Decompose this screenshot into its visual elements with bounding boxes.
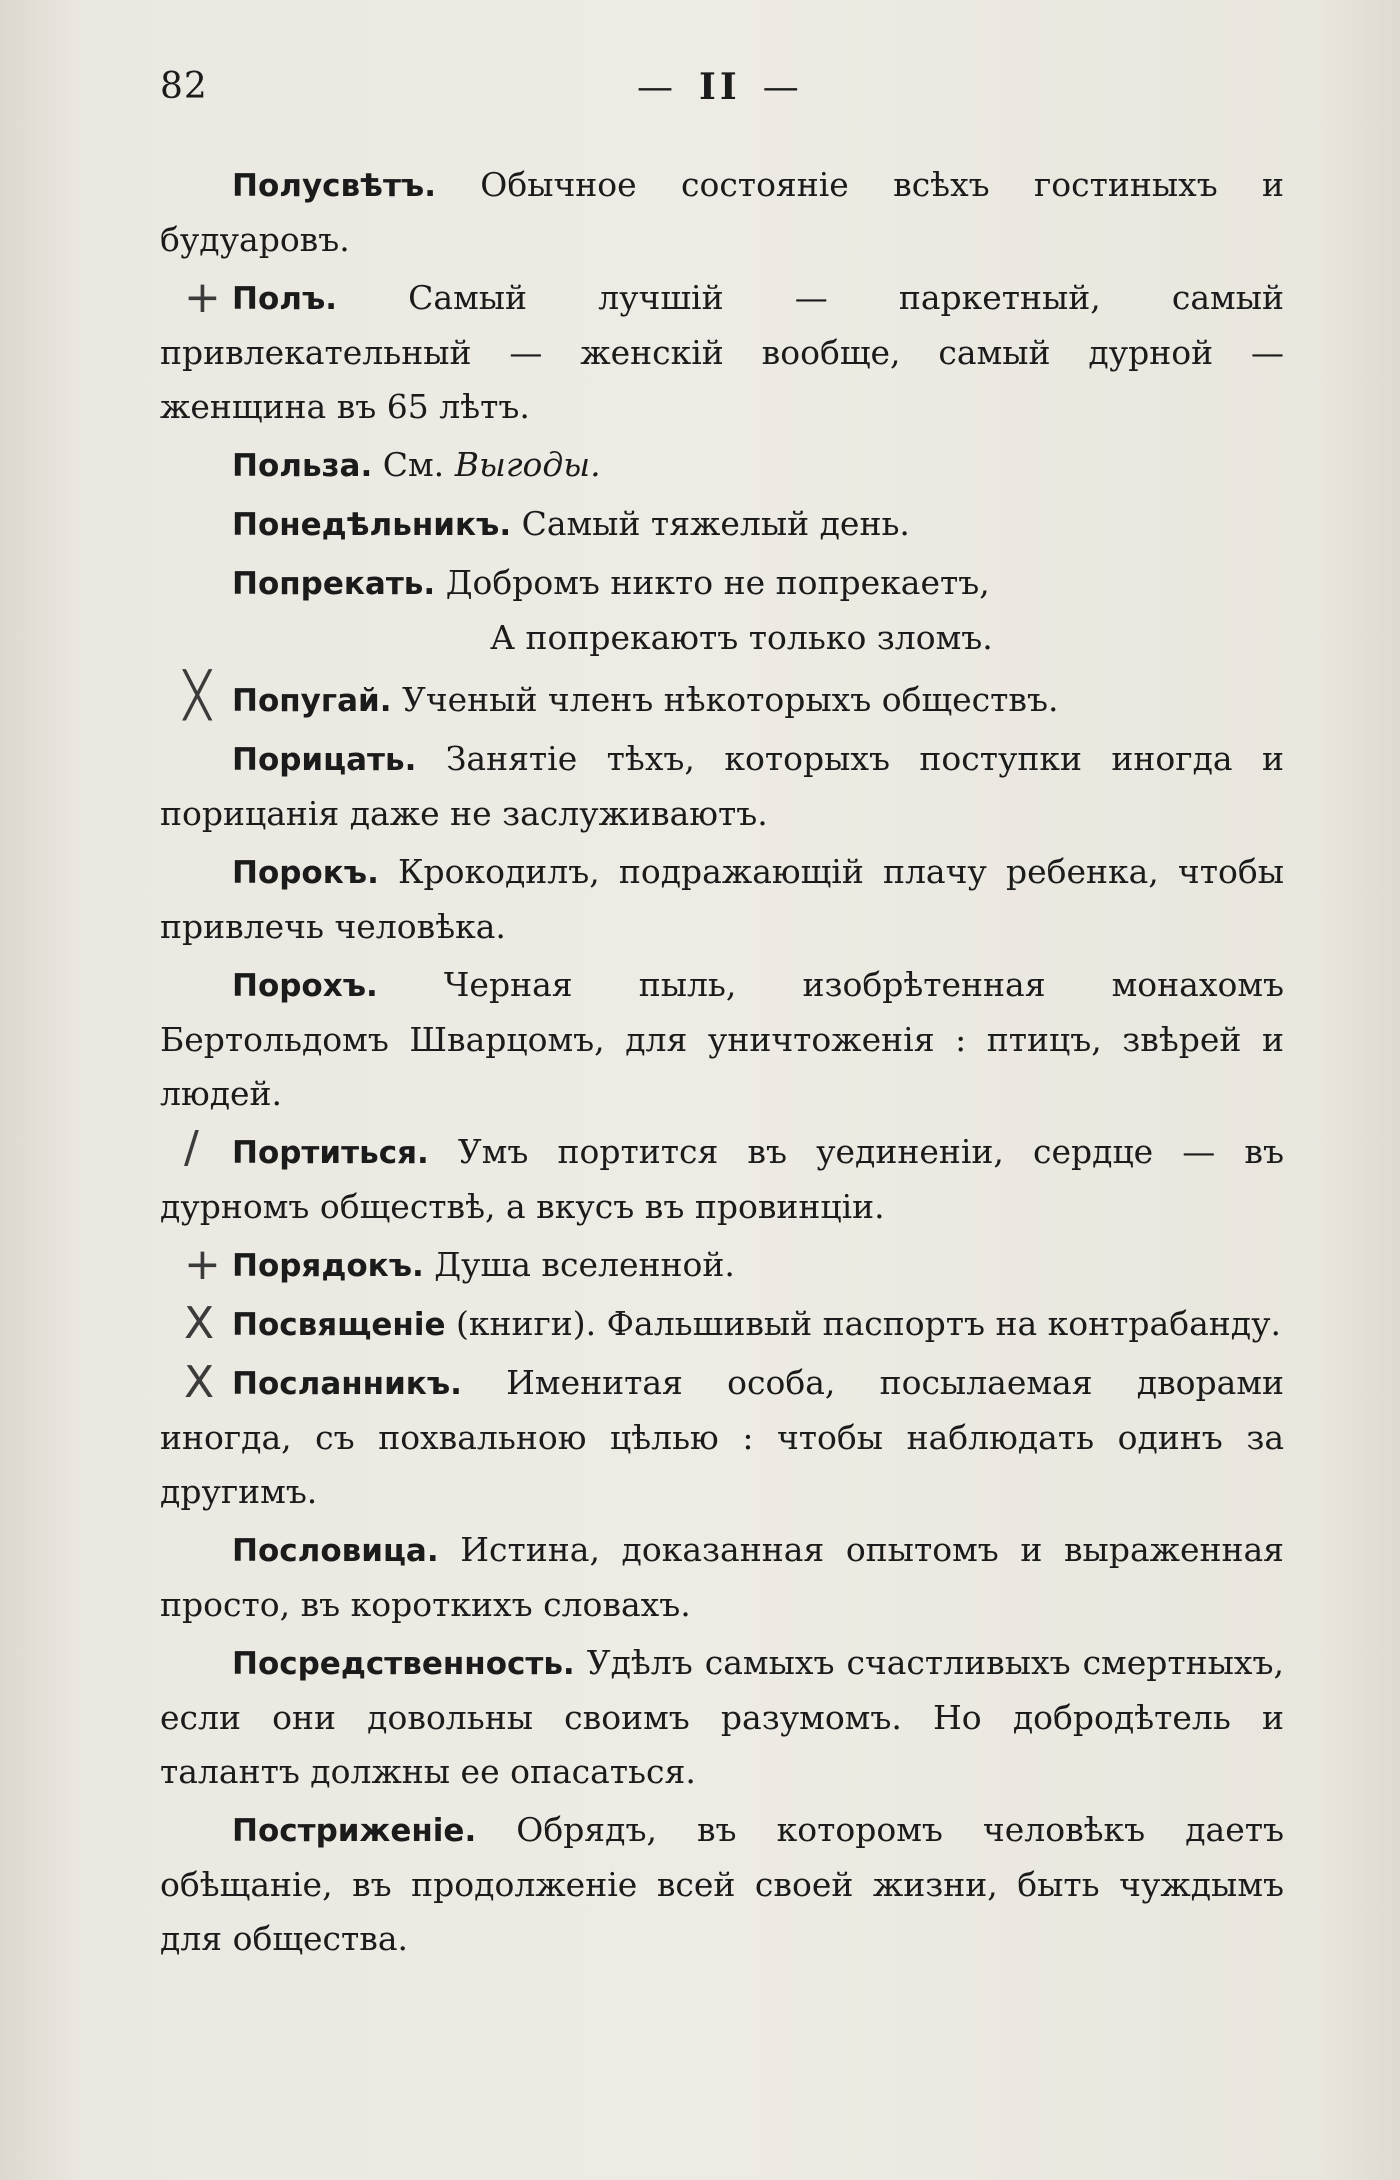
- entry-poprekat: [160, 556, 1284, 611]
- entry-term: Понедѣльникъ.: [232, 507, 512, 543]
- entry-text: Именитая особа, посылаемая дворами иногда, съ похвальною цѣлью : чтобы наблюдать одинъ за другимъ.: [160, 1363, 1284, 1511]
- entry-text: Удѣлъ самыхъ счастливыхъ смертныхъ, если они довольны своимъ разумомъ. Но добродѣтель и талантъ должны ее опасаться.: [160, 1643, 1284, 1791]
- entry-text: Самый лучшій — паркетный, самый привлекательный — женскій вообще, самый дурной — женщина въ 65 лѣтъ.: [160, 278, 1284, 426]
- dash-left: —: [637, 67, 677, 108]
- entry-text: Истина, доказанная опытомъ и выраженная просто, въ короткихъ словахъ.: [160, 1530, 1284, 1624]
- entry-polza: [160, 438, 1284, 493]
- signature-text: II: [699, 66, 741, 108]
- page-header: [160, 66, 1280, 116]
- pencil-mark: X: [184, 1298, 215, 1349]
- entry-text: Самый тяжелый день.: [521, 504, 910, 543]
- entry-term: Полусвѣтъ.: [232, 168, 436, 204]
- entry-text: Занятіе тѣхъ, которыхъ поступки иногда и порицанія даже не заслуживаютъ.: [160, 739, 1284, 833]
- entry-term: Попугай.: [232, 683, 392, 719]
- entry-term: Порокъ.: [232, 855, 379, 891]
- dictionary-entries: [160, 158, 1284, 1970]
- entry-term: Порохъ.: [232, 968, 378, 1004]
- entry-term: Посвященіе: [232, 1307, 446, 1343]
- entry-poslannik: [160, 1356, 1284, 1519]
- entry-poritsat: [160, 732, 1284, 841]
- entry-text: Умъ портится въ уединеніи, сердце — въ дурномъ обществѣ, а вкусъ въ провинціи.: [160, 1132, 1284, 1226]
- entry-crossref: Выгоды.: [454, 445, 601, 484]
- entry-term: Портиться.: [232, 1135, 429, 1171]
- entry-poslovitsa: [160, 1523, 1284, 1632]
- entry-term: Порядокъ.: [232, 1248, 424, 1284]
- entry-ponedelnik: [160, 497, 1284, 552]
- entry-posvyashchenie: [160, 1297, 1284, 1352]
- entry-term: Полъ.: [232, 281, 338, 317]
- entry-text: Обрядъ, въ которомъ человѣкъ даетъ обѣщаніе, въ продолженіе всей своей жизни, быть чуждымъ для общества.: [160, 1810, 1284, 1958]
- entry-porok: [160, 845, 1284, 954]
- entry-text: Добромъ никто не попрекаетъ,: [445, 563, 990, 602]
- entry-term: Посланникъ.: [232, 1366, 462, 1402]
- pencil-mark: /: [184, 1122, 199, 1173]
- entry-text: См.: [382, 445, 445, 484]
- entry-portitsya: [160, 1122, 1284, 1234]
- entry-poroh: [160, 958, 1284, 1121]
- entry-term: Порицать.: [232, 742, 417, 778]
- pencil-mark: +: [184, 272, 221, 323]
- entry-text: Душа вселенной.: [434, 1245, 735, 1284]
- entry-poryadok: [160, 1238, 1284, 1293]
- pencil-mark: ╳: [184, 670, 211, 721]
- signature-mark: [615, 66, 825, 108]
- pencil-mark: +: [184, 1239, 221, 1290]
- entry-posredstvennost: [160, 1636, 1284, 1799]
- entry-pol: [160, 271, 1284, 434]
- pencil-mark: X: [184, 1357, 215, 1408]
- entry-text: Черная пыль, изобрѣтенная монахомъ Бертольдомъ Шварцомъ, для уничтоженія : птицъ, звѣрей и людей.: [160, 965, 1284, 1113]
- entry-term: Пословица.: [232, 1533, 439, 1569]
- entry-term: Попрекать.: [232, 566, 436, 602]
- entry-text: Крокодилъ, подражающій плачу ребенка, чтобы привлечь человѣка.: [160, 852, 1284, 946]
- entry-term: Посредственность.: [232, 1646, 575, 1682]
- entry-postrizhenie: [160, 1803, 1284, 1966]
- page-number: 82: [160, 66, 208, 107]
- entry-text: Ученый членъ нѣкоторыхъ обществъ.: [401, 680, 1059, 719]
- entry-verse-line: А попрекаютъ только зломъ.: [490, 618, 993, 657]
- entry-term: Польза.: [232, 448, 373, 484]
- entry-text: (книги). Фальшивый паспортъ на контрабанду.: [456, 1304, 1281, 1343]
- entry-term: Постриженіе.: [232, 1813, 477, 1849]
- entry-polusvet: [160, 158, 1284, 267]
- entry-text: Обычное состояніе всѣхъ гостиныхъ и будуаровъ.: [160, 165, 1284, 259]
- dash-right: —: [762, 67, 803, 108]
- entry-popugai: [160, 670, 1284, 728]
